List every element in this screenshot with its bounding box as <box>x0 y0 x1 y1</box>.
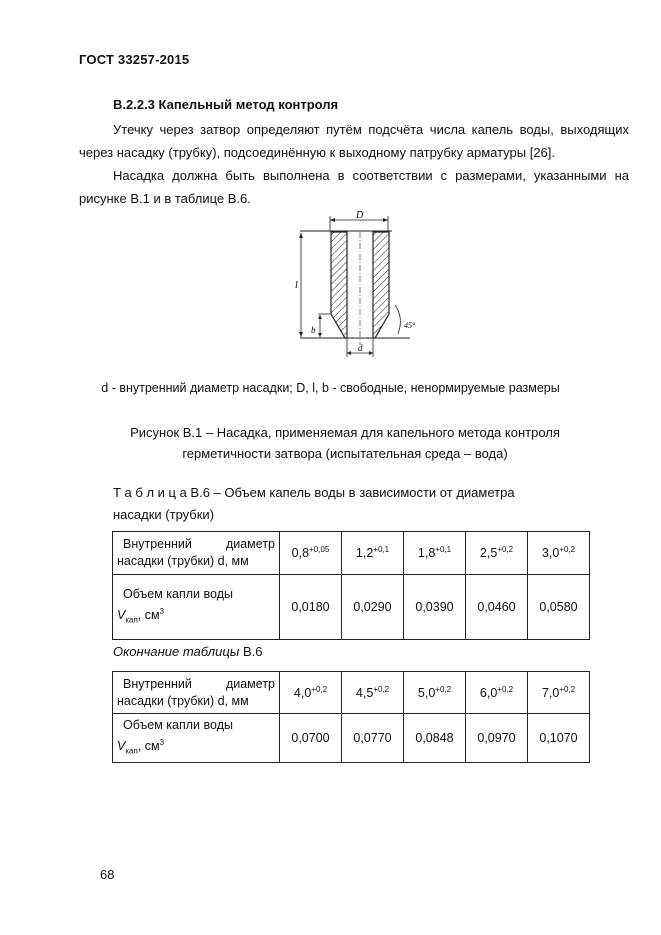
table-cell: $4,0^{+0,2}$ <box>280 672 342 714</box>
document-header: ГОСТ 33257-2015 <box>79 52 190 67</box>
figure-caption: Рисунок В.1 – Насадка, применяемая для капельного метода контроля герметичности затвора (испытательная среда – вода) <box>130 425 560 461</box>
table-row-diameter <box>113 672 590 714</box>
nozzle-figure <box>290 205 430 365</box>
row-header-diameter-line1: Внутренний диаметр <box>123 537 275 551</box>
table-cell: 0,0700 <box>280 714 342 763</box>
figure-legend: d - внутренний диаметр насадки; D, l, b - свободные, ненормируемые размеры <box>101 381 560 395</box>
row-header-volume-line1: Объем капли воды <box>123 717 233 732</box>
nozzle-right-wall <box>373 232 389 338</box>
paragraph-1-text: Утечку через затвор определяют путём подсчёта числа капель воды, выходящих через насадку (трубку), подсоединённую к выходному патрубку арматуры [26]. <box>79 122 629 160</box>
table-cell: $5,0^{+0,2}$ <box>404 672 466 714</box>
row-header-volume-line2: $V_{кап}$, $см^3$ <box>117 606 165 625</box>
D-label: D <box>356 210 364 221</box>
table-row-volume <box>113 575 590 640</box>
row-header-volume <box>113 575 280 640</box>
angle-label: 45° <box>404 321 416 330</box>
table-row-volume <box>113 714 590 763</box>
table-cell: 0,0390 <box>404 575 466 640</box>
section-title: В.2.2.3 Капельный метод контроля <box>113 97 339 112</box>
row-header-diameter-line2: насадки (трубки) d, мм <box>117 554 249 568</box>
nozzle-left-wall <box>331 232 347 338</box>
angle-arc <box>395 305 400 334</box>
paragraph-1 <box>79 118 629 164</box>
table-caption-line-2: насадки (трубки) <box>113 507 215 522</box>
row-header-diameter-line1: Внутренний диаметр <box>123 676 275 691</box>
b-label: b <box>311 325 316 335</box>
d-label: d <box>358 343 363 353</box>
table-cell: $1,2^{+0,1}$ <box>342 532 404 575</box>
row-header-diameter <box>113 672 280 714</box>
table-cell: 0,0580 <box>528 575 590 640</box>
table-continuation-label: Окончание таблицы В.6 <box>113 644 263 659</box>
table-cell: 0,0770 <box>342 714 404 763</box>
table-cell: 0,0848 <box>404 714 466 763</box>
table-cell: 0,0970 <box>466 714 528 763</box>
table-cell: $2,5^{+0,2}$ <box>466 532 528 575</box>
table-cell: $1,8^{+0,1}$ <box>404 532 466 575</box>
row-header-volume-line2: $V_{кап}$, $см^3$ <box>117 737 165 756</box>
row-header-diameter <box>113 532 280 575</box>
l-label: l <box>295 280 298 291</box>
table-cell: 0,0460 <box>466 575 528 640</box>
row-header-diameter-line2: насадки (трубки) d, мм <box>117 693 249 708</box>
page-number: 68 <box>100 867 115 882</box>
table-cell: $0,8^{+0,05}$ <box>280 532 342 575</box>
table-cell: 0,0290 <box>342 575 404 640</box>
table-row-diameter <box>113 532 590 575</box>
row-header-volume-line1: Объем капли воды <box>123 586 233 601</box>
table-cell: $4,5^{+0,2}$ <box>342 672 404 714</box>
table-cell: $7,0^{+0,2}$ <box>528 672 590 714</box>
table-cell: 0,0180 <box>280 575 342 640</box>
paragraph-2 <box>79 164 629 210</box>
table-caption-line-1: Т а б л и ц а В.6 – Объем капель воды в зависимости от диаметра <box>113 485 515 500</box>
table-cell: $6,0^{+0,2}$ <box>466 672 528 714</box>
table-b6-part-2 <box>112 671 590 763</box>
paragraph-2-text: Насадка должна быть выполнена в соответствии с размерами, указанными на рисунке В.1 и в таблице В.6. <box>79 168 629 206</box>
table-b6-part-1 <box>112 531 590 640</box>
table-cell: $3,0^{+0,2}$ <box>528 532 590 575</box>
table-cell: 0,1070 <box>528 714 590 763</box>
row-header-volume <box>113 714 280 763</box>
table-caption <box>113 482 573 526</box>
